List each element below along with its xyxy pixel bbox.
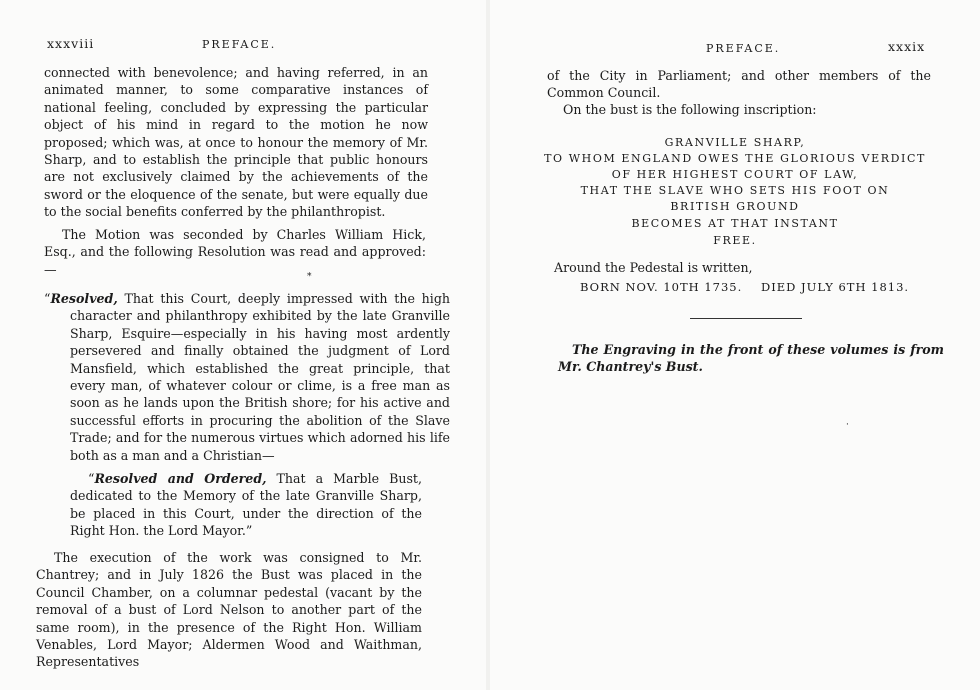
resolution-open-quote: “ bbox=[44, 291, 51, 306]
resolution-paragraph bbox=[44, 290, 450, 464]
inscription-line: OF HER HIGHEST COURT OF LAW, bbox=[611, 168, 859, 181]
ordered-label: Resolved and Ordered, bbox=[94, 471, 267, 486]
paragraph-pedestal-intro: Around the Pedestal is written, bbox=[554, 260, 753, 275]
inscription-line: GRANVILLE SHARP, bbox=[664, 136, 806, 149]
paragraph-inscription-intro: On the bust is the following inscription: bbox=[563, 102, 817, 117]
page-number-right: xxxix bbox=[888, 39, 926, 54]
running-head-right: PREFACE. bbox=[706, 42, 781, 55]
resolution-label: Resolved, bbox=[50, 291, 118, 306]
born-date: BORN NOV. 10TH 1735. bbox=[580, 280, 743, 294]
paragraph-city-parliament: of the City in Parliament; and other members of the Common Council. bbox=[547, 68, 931, 101]
ordered-text: That a Marble Bust, dedicated to the Memory of the late Granville Sharp, be placed in this Court, under the direction of the Right Hon. the Lord Mayor.” bbox=[70, 471, 422, 539]
ordered-open-quote: “ bbox=[88, 471, 95, 486]
engraving-note: The Engraving in the front of these volumes is from Mr. Chantrey's Bust. bbox=[558, 342, 944, 375]
right-page bbox=[490, 0, 980, 690]
paragraph-execution: The execution of the work was consigned to Mr. Chantrey; and in July 1826 the Bust was placed in the Council Chamber, on a columnar pedestal (vacant by the removal of a bust of Lord Nelson to another part of the same room), in the presence of the Right Hon. William Venables, Lord Mayor; Aldermen Wood and Waithman, Representatives bbox=[36, 550, 422, 670]
inscription-line: BECOMES AT THAT INSTANT bbox=[631, 217, 839, 230]
inscription-line: FREE. bbox=[713, 234, 757, 247]
inscription-line: TO WHOM ENGLAND OWES THE GLORIOUS VERDICT bbox=[544, 152, 926, 165]
paragraph-benevolence: connected with benevolence; and having referred, in an animated manner, to some comparative instances of national feeling, concluded by expressing the particular object of his mind in regard to the motion he now proposed; which was, at once to honour the memory of Mr. Sharp, and to establish the principle that public honours are not exclusively claimed by the achievements of the sword or the eloquence of the senate, but were equally due to the social benefits conferred by the philanthropist. bbox=[44, 65, 428, 220]
running-head: PREFACE. bbox=[202, 38, 277, 51]
asterisk-mark: * bbox=[307, 272, 312, 282]
resolved-and-ordered-paragraph bbox=[70, 470, 422, 540]
died-date: DIED JULY 6TH 1813. bbox=[761, 280, 910, 294]
paragraph-motion-seconded: The Motion was seconded by Charles William Hick, Esq., and the following Resolution was read and approved:— bbox=[44, 227, 426, 277]
stray-mark: · bbox=[846, 420, 849, 430]
horizontal-rule bbox=[690, 318, 802, 319]
page-number: xxxviii bbox=[47, 36, 95, 51]
left-page bbox=[0, 0, 488, 690]
inscription-line: THAT THE SLAVE WHO SETS HIS FOOT ON bbox=[580, 184, 890, 197]
inscription-line: BRITISH GROUND bbox=[670, 200, 800, 213]
resolution-text: That this Court, deeply impressed with the high character and philanthropy exhibited by the late Granville Sharp, Esquire—especially in his having most ardently persevered and finally obtained the judgment of Lord Mansfield, which established the great principle, that every man, of whatever colour or clime, is a free man as soon as he lands upon the British shore; for his active and successful efforts in procuring the abolition of the Slave Trade; and for the numerous virtues which adorned his life both as a man and a Christian— bbox=[70, 291, 450, 463]
